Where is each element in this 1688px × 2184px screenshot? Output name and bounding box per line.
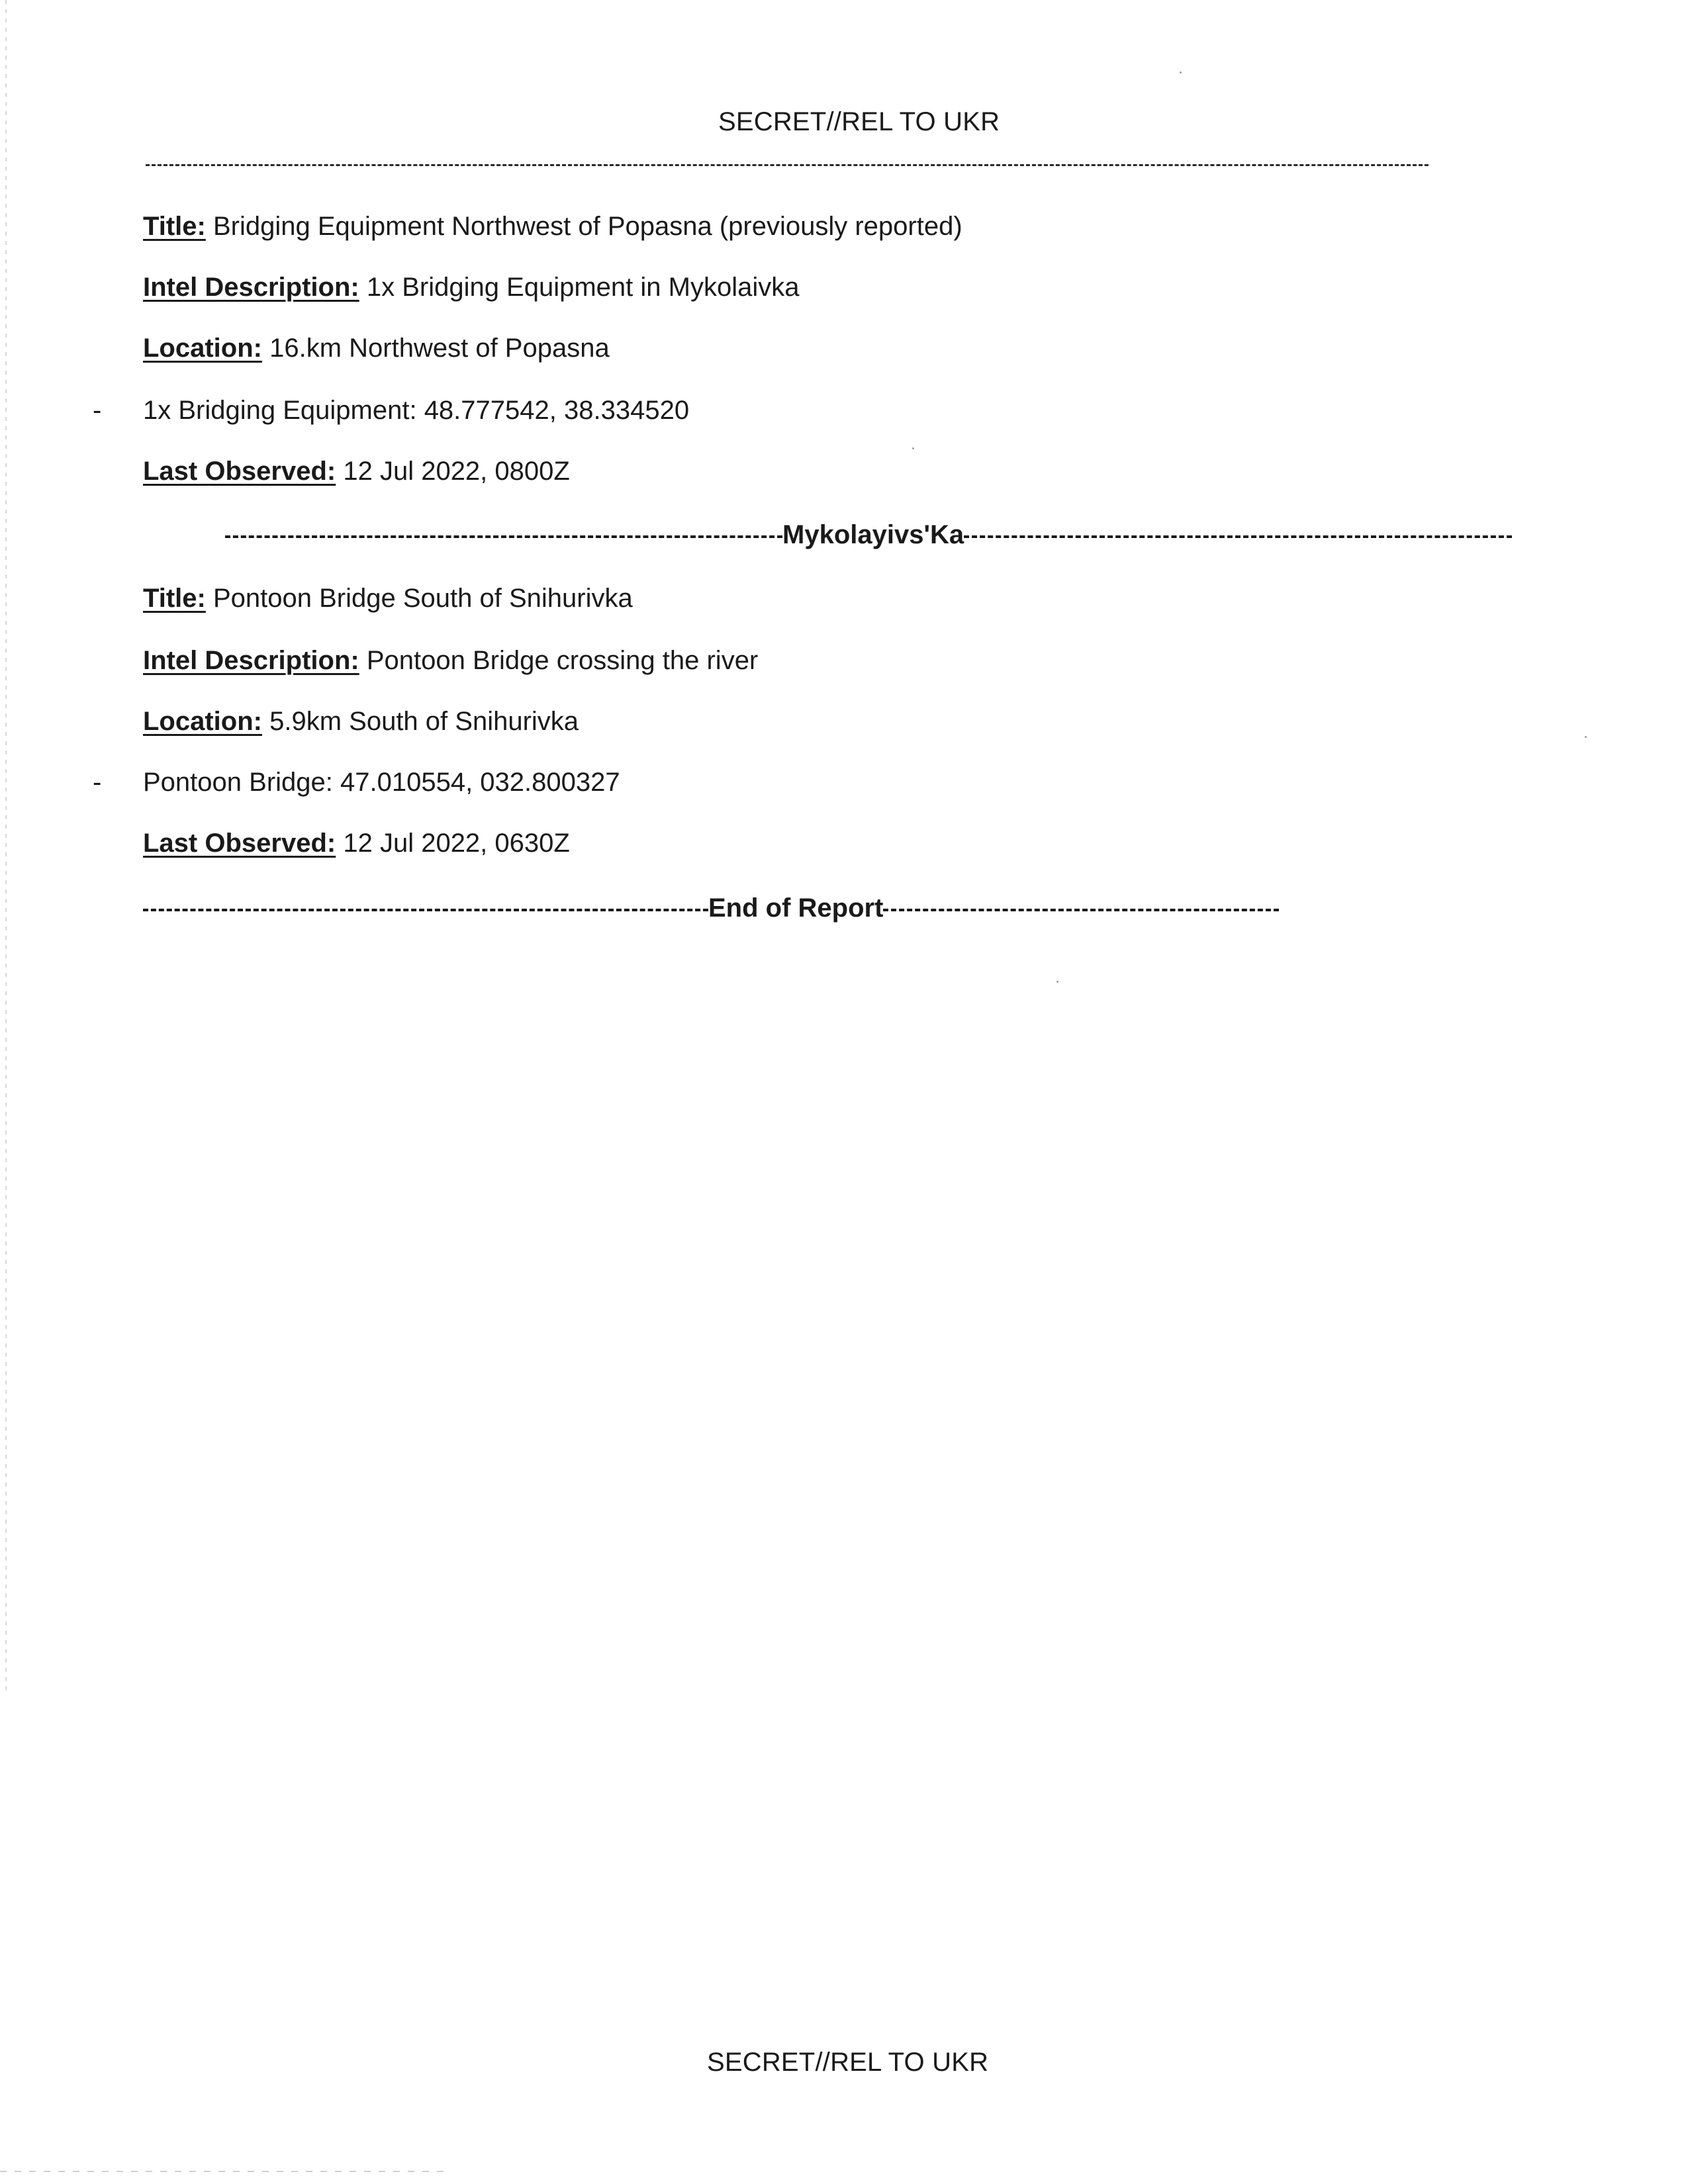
intel-description-label: Intel Description: [143,273,359,302]
classification-header: SECRET//REL TO UKR [718,107,1000,136]
last-observed-value: 12 Jul 2022, 0800Z [343,457,570,486]
classification-footer: SECRET//REL TO UKR [707,2048,989,2077]
report-title: Bridging Equipment Northwest of Popasna (previously reported) [212,212,962,241]
report-2-observed-line [143,827,570,859]
location-label: Location: [143,334,262,363]
title-label: Title: [143,212,206,241]
last-observed-label: Last Observed: [143,829,336,858]
divider-dashes-left [225,535,782,538]
last-observed-label: Last Observed: [143,457,336,486]
intel-description: Pontoon Bridge crossing the river [366,646,759,675]
section-divider-label: Mykolayivs'Ka [782,520,964,549]
scan-speck [1056,981,1058,983]
location-label: Location: [143,707,262,736]
location-value: 5.9km South of Snihurivka [269,707,579,736]
scan-bottom-edge [0,2171,450,2172]
last-observed-value: 12 Jul 2022, 0630Z [343,829,570,858]
scan-speck [1585,736,1587,738]
report-2-location-line [143,705,579,737]
report-1-coordinates-line [93,394,690,426]
bullet-dash: - [93,768,102,797]
report-1-title-line [143,210,962,242]
divider-dashes-left [143,909,708,911]
report-title: Pontoon Bridge South of Snihurivka [212,584,633,613]
report-2-description-line [143,645,758,676]
end-of-report-divider [143,892,1279,924]
divider-dashes-right [964,535,1512,538]
report-1-observed-line [143,455,570,487]
intel-description-label: Intel Description: [143,646,359,675]
scan-speck [912,447,914,449]
divider-dashes-right [883,909,1279,911]
header-rule [146,164,1429,166]
location-value: 16.km Northwest of Popasna [269,334,610,363]
report-1-location-line [143,332,610,364]
report-1-description-line [143,271,799,303]
coordinates-value: Pontoon Bridge: 47.010554, 032.800327 [143,768,620,797]
intel-description: 1x Bridging Equipment in Mykolaivka [366,273,800,302]
title-label: Title: [143,584,206,613]
end-of-report-label: End of Report [708,893,884,923]
section-divider [225,519,1512,551]
report-2-title-line [143,582,633,614]
scan-left-edge [5,0,7,1694]
report-2-coordinates-line [93,766,620,798]
coordinates-value: 1x Bridging Equipment: 48.777542, 38.334520 [143,396,690,425]
scan-speck [1180,71,1182,73]
bullet-dash: - [93,396,102,425]
